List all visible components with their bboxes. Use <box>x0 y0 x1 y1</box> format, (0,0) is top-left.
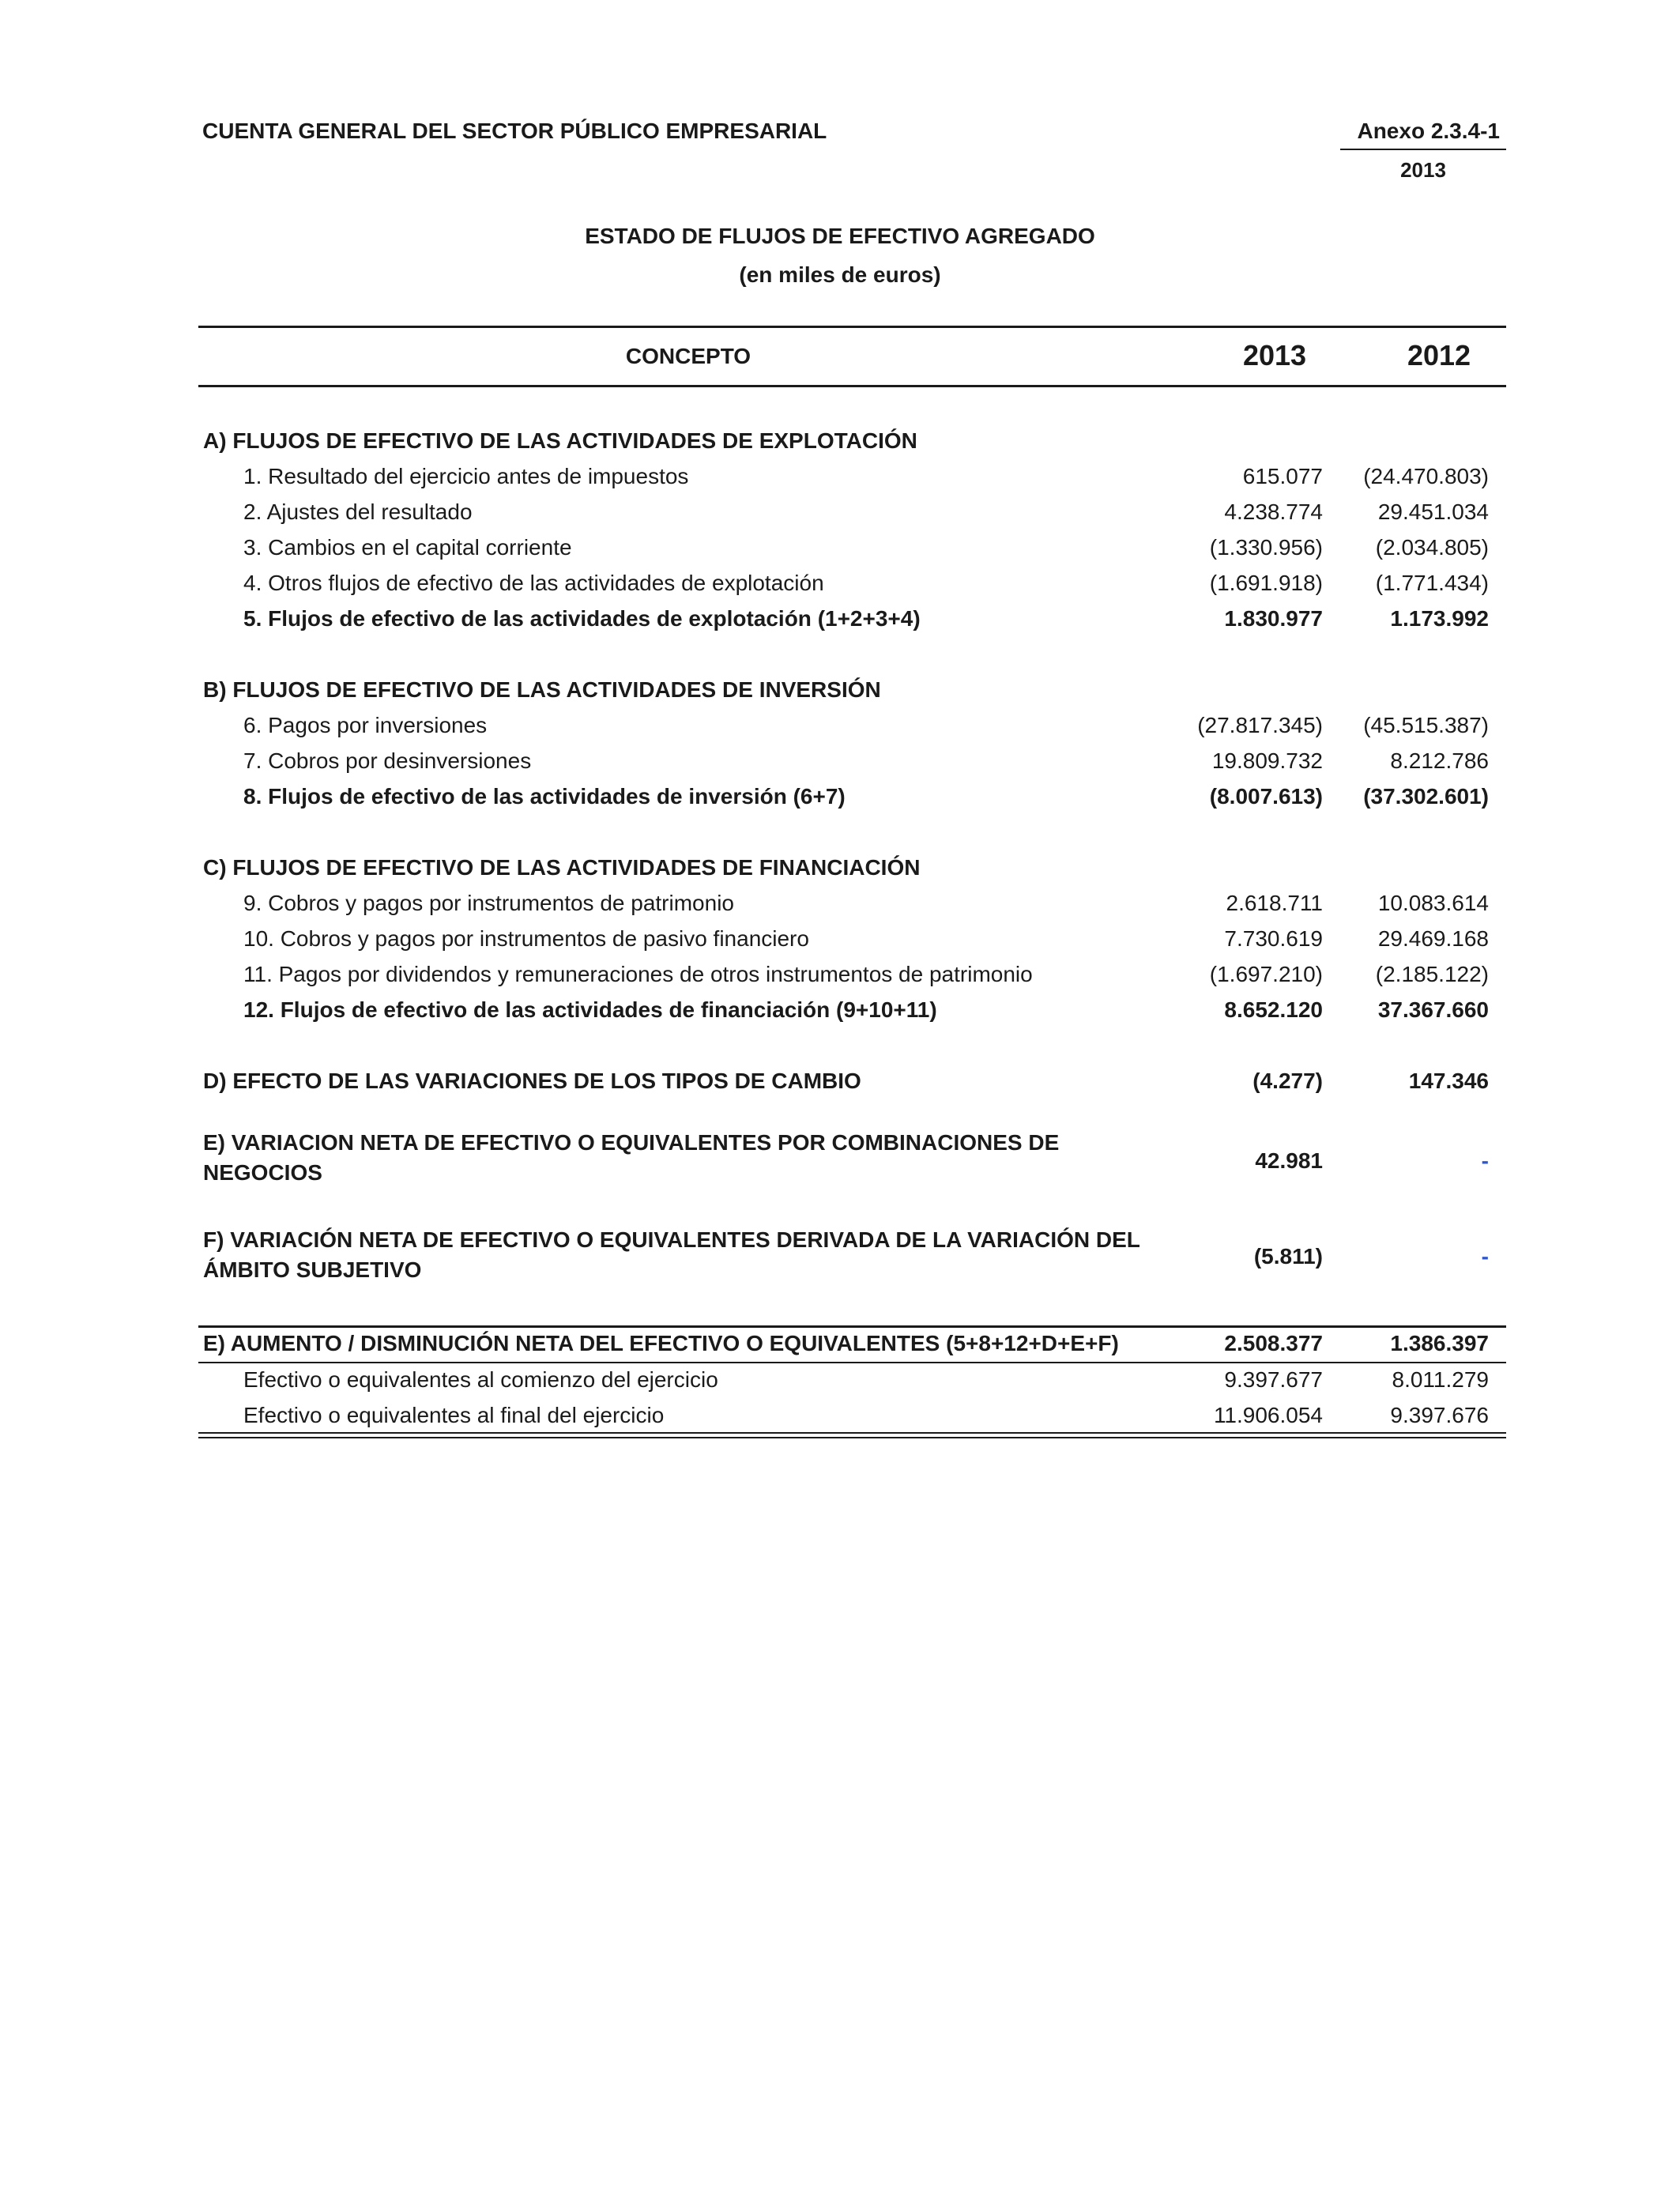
row-label: Efectivo o equivalentes al final del ejercicio <box>243 1403 665 1427</box>
value-2012: (37.302.601) <box>1363 784 1489 809</box>
row-label-line2: ÁMBITO SUBJETIVO <box>203 1257 422 1282</box>
organization-title: CUENTA GENERAL DEL SECTOR PÚBLICO EMPRESARIAL <box>202 119 827 143</box>
row-label <box>203 1225 1167 1285</box>
column-header-2013: 2013 <box>1242 339 1307 371</box>
value-2013: (4.277) <box>1252 1069 1323 1093</box>
value-2012: - <box>1481 1148 1489 1173</box>
row-label: 2. Ajustes del resultado <box>243 499 473 524</box>
value-2013: 4.238.774 <box>1224 499 1323 524</box>
divider <box>198 1362 1506 1363</box>
column-header-2012: 2012 <box>1407 339 1471 371</box>
value-2013: 11.906.054 <box>1213 1403 1323 1427</box>
value-2013: 9.397.677 <box>1224 1367 1323 1392</box>
value-2013: 2.508.377 <box>1224 1331 1323 1355</box>
row-label: 12. Flujos de efectivo de las actividades de financiación (9+10+11) <box>243 997 937 1022</box>
value-2012: (2.185.122) <box>1375 962 1489 986</box>
annex-reference <box>1340 119 1506 183</box>
value-2012: 8.011.279 <box>1392 1367 1489 1392</box>
divider <box>198 1432 1506 1434</box>
column-header-concept: CONCEPTO <box>625 344 751 368</box>
value-2013: 7.730.619 <box>1224 926 1323 951</box>
value-2013: 615.077 <box>1242 464 1323 488</box>
value-2013: (1.697.210) <box>1209 962 1323 986</box>
row-label: 11. Pagos por dividendos y remuneraciones de otros instrumentos de patrimonio <box>243 962 1033 986</box>
annex-year: 2013 <box>1400 158 1446 182</box>
cash-flow-table <box>198 326 1506 1427</box>
value-2012: 8.212.786 <box>1390 748 1489 773</box>
value-2012: 29.451.034 <box>1377 499 1489 524</box>
row-label: Efectivo o equivalentes al comienzo del ejercicio <box>243 1367 718 1392</box>
value-2013: 2.618.711 <box>1226 891 1323 915</box>
row-label: 1. Resultado del ejercicio antes de impuestos <box>243 464 689 488</box>
section-label: B) FLUJOS DE EFECTIVO DE LAS ACTIVIDADES DE INVERSIÓN <box>203 677 881 702</box>
annex-label: Anexo 2.3.4-1 <box>1340 119 1506 150</box>
row-label: E) AUMENTO / DISMINUCIÓN NETA DEL EFECTIVO O EQUIVALENTES (5+8+12+D+E+F) <box>203 1331 1119 1355</box>
value-2013: 8.652.120 <box>1224 997 1323 1022</box>
row-label: 3. Cambios en el capital corriente <box>243 535 572 560</box>
row-label: 5. Flujos de efectivo de las actividades de explotación (1+2+3+4) <box>243 606 921 631</box>
value-2012: 29.469.168 <box>1377 926 1489 951</box>
value-2012: (2.034.805) <box>1375 535 1489 560</box>
row-label: 7. Cobros por desinversiones <box>243 748 532 773</box>
value-2012: 1.386.397 <box>1390 1331 1489 1355</box>
row-label: 9. Cobros y pagos por instrumentos de patrimonio <box>243 891 734 915</box>
value-2012: 147.346 <box>1408 1069 1489 1093</box>
value-2012: 9.397.676 <box>1390 1403 1489 1427</box>
value-2013: (1.330.956) <box>1209 535 1323 560</box>
value-2012: (24.470.803) <box>1363 464 1489 488</box>
section-label: C) FLUJOS DE EFECTIVO DE LAS ACTIVIDADES DE FINANCIACIÓN <box>203 855 921 880</box>
value-2013: 42.981 <box>1255 1148 1323 1173</box>
value-2012: (1.771.434) <box>1375 571 1489 595</box>
section-label: A) FLUJOS DE EFECTIVO DE LAS ACTIVIDADES DE EXPLOTACIÓN <box>203 428 917 453</box>
row-label <box>203 1128 1167 1188</box>
divider <box>198 1437 1506 1438</box>
value-2013: (27.817.345) <box>1197 713 1323 737</box>
document-subtitle: (en miles de euros) <box>739 262 941 287</box>
row-label: 4. Otros flujos de efectivo de las actividades de explotación <box>243 571 824 595</box>
document-title: ESTADO DE FLUJOS DE EFECTIVO AGREGADO <box>585 224 1095 248</box>
divider <box>198 1325 1506 1328</box>
row-label-line2: NEGOCIOS <box>203 1160 322 1185</box>
value-2012: 1.173.992 <box>1390 606 1489 631</box>
row-label: 10. Cobros y pagos por instrumentos de pasivo financiero <box>243 926 809 951</box>
value-2012: 10.083.614 <box>1377 891 1489 915</box>
value-2012: (45.515.387) <box>1363 713 1489 737</box>
value-2012: - <box>1481 1244 1489 1269</box>
value-2013: (5.811) <box>1253 1244 1323 1269</box>
row-label: D) EFECTO DE LAS VARIACIONES DE LOS TIPOS DE CAMBIO <box>203 1069 861 1093</box>
value-2013: (8.007.613) <box>1209 784 1323 809</box>
row-label-line1: F) VARIACIÓN NETA DE EFECTIVO O EQUIVALENTES DERIVADA DE LA VARIACIÓN DEL <box>203 1227 1140 1252</box>
value-2013: 1.830.977 <box>1224 606 1323 631</box>
row-label: 6. Pagos por inversiones <box>243 713 488 737</box>
value-2013: 19.809.732 <box>1211 748 1323 773</box>
value-2013: (1.691.918) <box>1209 571 1323 595</box>
row-label: 8. Flujos de efectivo de las actividades de inversión (6+7) <box>243 784 846 809</box>
value-2012: 37.367.660 <box>1377 997 1489 1022</box>
row-label-line1: E) VARIACION NETA DE EFECTIVO O EQUIVALENTES POR COMBINACIONES DE <box>203 1130 1060 1155</box>
table-header <box>198 326 1506 387</box>
